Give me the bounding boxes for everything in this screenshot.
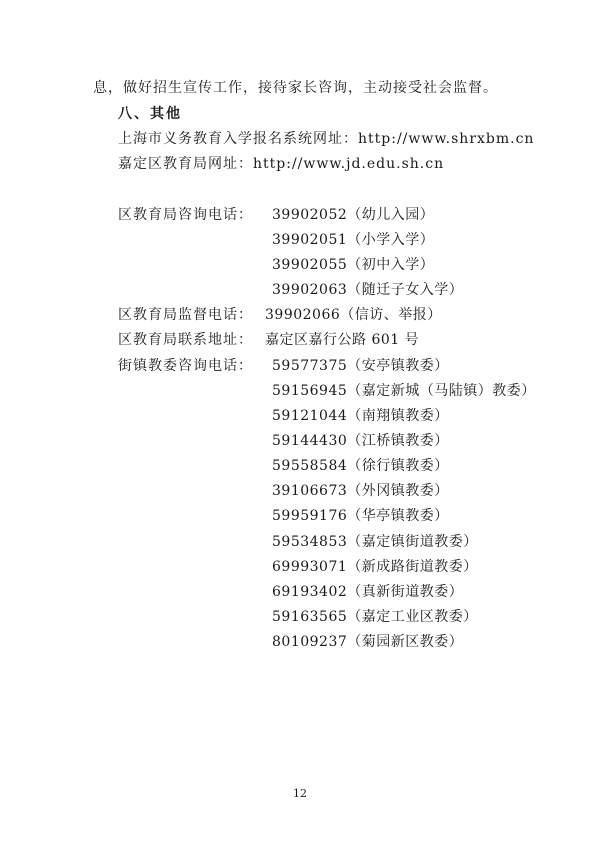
website-line-1: 上海市义务教育入学报名系统网址：http://www.shrxbm.cn [118,131,535,147]
town-item: 69193402（真新街道教委） [272,584,464,600]
section-title: 八、其他 [118,106,182,122]
town-item: 59121044（南翔镇教委） [272,408,449,424]
town-item: 59959176（华亭镇教委） [272,508,449,524]
town-item: 59534853（嘉定镇街道教委） [272,534,478,550]
consult-item-4: 39902063（随迁子女入学） [272,282,464,298]
town-item: 59163565（嘉定工业区教委） [272,609,478,625]
town-label: 街镇教委咨询电话： [118,358,253,374]
consult-item-2: 39902051（小学入学） [272,232,435,248]
town-item: 59156945（嘉定新城（马陆镇）教委） [272,383,536,399]
supervision-label: 区教育局监督电话： [118,307,253,323]
consult-item-3: 39902055（初中入学） [272,257,435,273]
address-label: 区教育局联系地址： [118,332,253,348]
town-item: 69993071（新成路街道教委） [272,559,478,575]
town-item: 59558584（徐行镇教委） [272,458,449,474]
town-item: 80109237（菊园新区教委） [272,634,464,650]
town-item: 59144430（江桥镇教委） [272,433,449,449]
consult-label: 区教育局咨询电话： [118,207,253,223]
page-number: 12 [293,787,307,800]
intro-line: 息，做好招生宣传工作，接待家长咨询，主动接受社会监督。 [93,80,498,96]
website-line-2: 嘉定区教育局网址：http://www.jd.edu.sh.cn [118,156,445,172]
address-value: 嘉定区嘉行公路 601 号 [265,332,420,348]
town-item: 39106673（外冈镇教委） [272,483,449,499]
supervision-value: 39902066（信访、举报） [265,307,442,323]
town-item: 59577375（安亭镇教委） [272,358,449,374]
consult-item-1: 39902052（幼儿入园） [272,207,435,223]
